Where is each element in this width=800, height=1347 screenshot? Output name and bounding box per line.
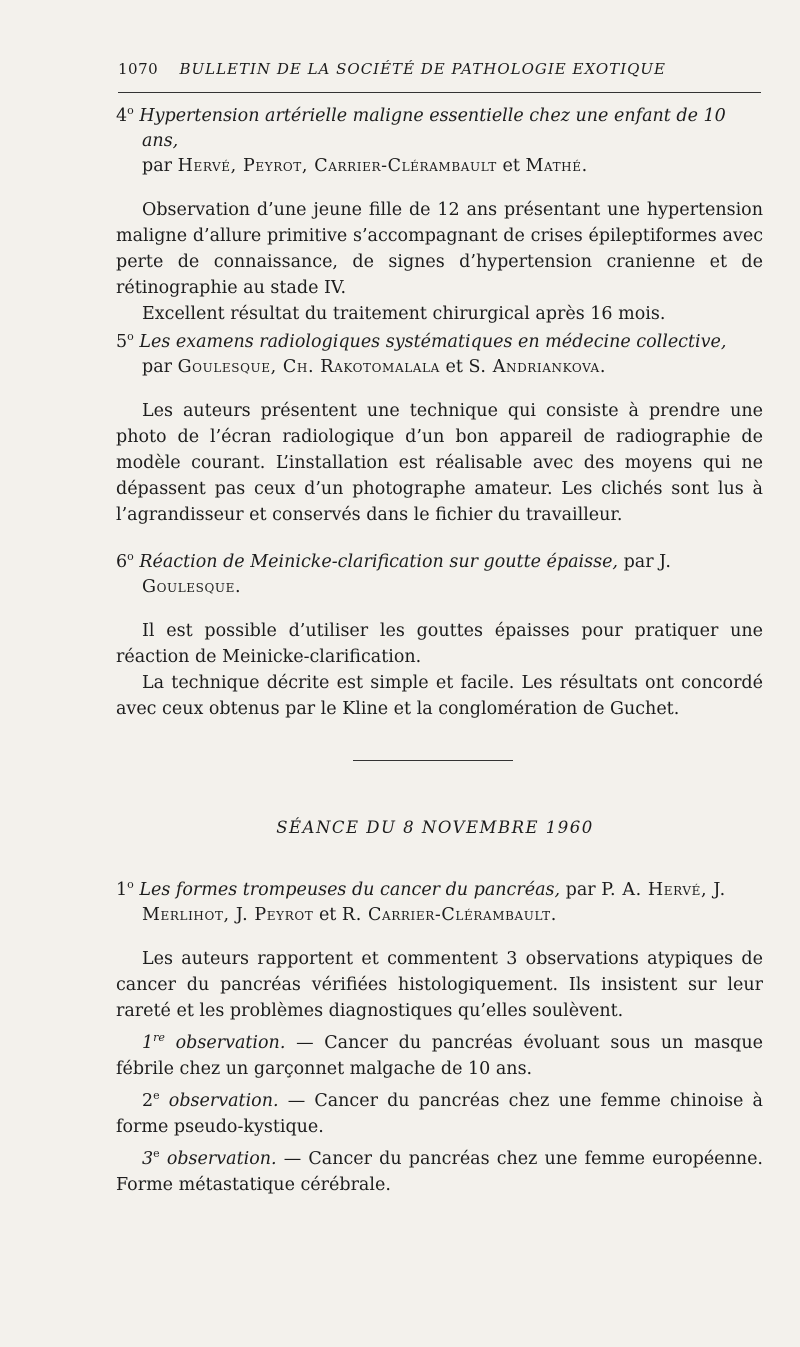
item-6 (116, 550, 763, 722)
header-rule (118, 92, 761, 93)
item-title: 5$^o$ Les examens radiologiques systématiques en médecine collective, par Goulesque, Ch. Rakotomalala et S. Andriankova. (116, 330, 727, 377)
paragraph: Les auteurs présentent une technique qui consiste à prendre une photo de l’écran radiologique d’un bon appareil de radiographie de modèle courant. L’installation est réalisable avec des moyens qui ne dépassent pas ceux d’un photographe amateur. Les clichés sont lus à l’agrandisseur et conservés dans le fichier du travailleur. (116, 401, 763, 525)
authors: P. A. Hervé, J. Merlihot, J. Peyrot (142, 880, 726, 925)
page-number: 1070 (118, 60, 159, 78)
paragraph: Excellent résultat du traitement chirurgical après 16 mois. (142, 304, 666, 324)
paragraph: La technique décrite est simple et facile. Les résultats ont concordé avec ceux obtenus par le Kline et la conglomération de Guchet. (116, 673, 763, 719)
item-title: 6$^o$ Réaction de Meinicke-clarification sur goutte épaisse, par J. Goulesque. (116, 550, 672, 597)
item-title: 1$^o$ Les formes trompeuses du cancer du pancréas, par P. A. Hervé, J. Merlihot, J. Peyrot et R. Carrier-Clérambault. (116, 878, 726, 925)
title-text: Hypertension artérielle maligne essentielle chez une enfant de 10 ans, (139, 106, 726, 151)
session-item-1 (116, 878, 763, 1198)
section-heading: SÉANCE DU 8 NOVEMBRE 1960 (276, 818, 594, 837)
journal-title: BULLETIN DE LA SOCIÉTÉ DE PATHOLOGIE EXOTIQUE (179, 60, 667, 78)
authors: J. Goulesque. (142, 552, 672, 597)
observation: 1re observation. — Cancer du pancréas évoluant sous un masque fébrile chez un garçonnet malgache de 10 ans. (116, 1031, 763, 1079)
title-text: Réaction de Meinicke-clarification sur goutte épaisse, (139, 552, 618, 572)
observation: 3e observation. — Cancer du pancréas chez une femme européenne. Forme métastatique cérébrale. (116, 1147, 763, 1195)
running-header (118, 60, 761, 78)
paragraph: Les auteurs rapportent et commentent 3 observations atypiques de cancer du pancréas vérifiées histologiquement. Ils insistent sur leur rareté et les problèmes diagnostiques qu’elles soulèvent. (116, 949, 763, 1021)
item-title: 4$^o$ Hypertension artérielle maligne essentielle chez une enfant de 10 ans, par Hervé, Peyrot, Carrier-Clérambault et Mathé. (116, 104, 726, 176)
section-separator (353, 760, 513, 761)
item-5 (116, 330, 763, 528)
authors: Hervé, Peyrot, Carrier-Clérambault (177, 156, 497, 176)
paragraph: Observation d’une jeune fille de 12 ans présentant une hypertension maligne d’allure primitive s’accompagnant de crises épileptiformes avec perte de connaissance, de signes d’hypertension cranienne et de rétinographie au stade IV. (116, 200, 763, 298)
observation: 2e observation. — Cancer du pancréas chez une femme chinoise à forme pseudo-kystique. (116, 1089, 763, 1137)
authors: Goulesque, Ch. Rakotomalala (177, 357, 440, 377)
item-4 (116, 104, 763, 327)
title-text: Les examens radiologiques systématiques en médecine collective, (139, 332, 727, 352)
paragraph: Il est possible d’utiliser les gouttes épaisses pour pratiquer une réaction de Meinicke-clarification. (116, 621, 763, 667)
title-text: Les formes trompeuses du cancer du pancréas, (139, 880, 561, 900)
